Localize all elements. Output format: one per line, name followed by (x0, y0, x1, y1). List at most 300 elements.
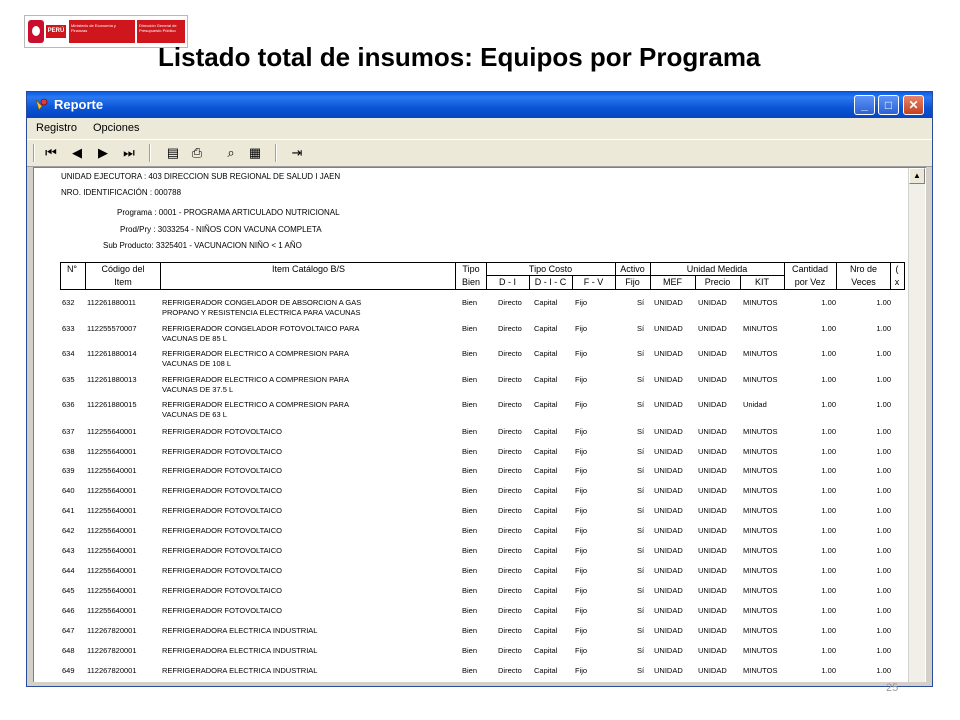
row-number: 632 (62, 298, 75, 307)
row-kit: MINUTOS (743, 526, 778, 535)
col-kit: KIT (754, 277, 769, 287)
row-description: REFRIGERADOR FOTOVOLTAICO (162, 486, 283, 495)
row-veces: 1.00 (876, 486, 891, 495)
logo-office: Dirección General de Presupuesto Público (137, 20, 185, 43)
row-mef: UNIDAD (654, 349, 683, 358)
row-fijo: Fijo (575, 447, 588, 456)
row-code: 112267820001 (87, 646, 137, 655)
row-capital: Capital (534, 400, 558, 409)
row-cantidad: 1.00 (821, 400, 836, 409)
row-number: 640 (62, 486, 75, 495)
row-tipo: Bien (462, 427, 478, 436)
row-description-line2: VACUNAS DE 85 L (162, 334, 227, 343)
row-number: 641 (62, 506, 75, 515)
row-tipo: Bien (462, 586, 478, 595)
column-divider (904, 262, 905, 290)
row-capital: Capital (534, 666, 558, 675)
row-tipo: Bien (462, 466, 478, 475)
row-number: 633 (62, 324, 75, 333)
row-precio: UNIDAD (698, 324, 727, 333)
maximize-icon: □ (884, 98, 893, 112)
row-cantidad: 1.00 (821, 486, 836, 495)
row-description: REFRIGERADORA ELECTRICA INDUSTRIAL (162, 626, 318, 635)
row-mef: UNIDAD (654, 447, 683, 456)
row-mef: UNIDAD (654, 486, 683, 495)
row-capital: Capital (534, 586, 558, 595)
row-mef: UNIDAD (654, 466, 683, 475)
row-capital: Capital (534, 526, 558, 535)
row-kit: MINUTOS (743, 375, 778, 384)
table-top-border (60, 262, 905, 263)
row-tipo: Bien (462, 666, 478, 675)
row-tipo: Bien (462, 447, 478, 456)
row-mef: UNIDAD (654, 298, 683, 307)
row-cantidad: 1.00 (821, 375, 836, 384)
row-activo: Sí (637, 646, 645, 655)
row-capital: Capital (534, 626, 558, 635)
row-number: 643 (62, 546, 75, 555)
row-fijo: Fijo (575, 586, 588, 595)
row-code: 112255640001 (87, 466, 137, 475)
row-directo: Directo (498, 506, 522, 515)
row-kit: MINUTOS (743, 606, 778, 615)
logo-ministry: Ministerio de Economía y Finanzas (69, 20, 135, 43)
next-page-icon[interactable]: ▶ (98, 145, 108, 160)
row-activo: Sí (637, 586, 645, 595)
row-cantidad: 1.00 (821, 466, 836, 475)
row-mef: UNIDAD (654, 566, 683, 575)
report-viewport (33, 167, 926, 682)
row-veces: 1.00 (876, 666, 891, 675)
row-activo: Sí (637, 626, 645, 635)
row-veces: 1.00 (876, 566, 891, 575)
row-precio: UNIDAD (698, 400, 727, 409)
row-precio: UNIDAD (698, 466, 727, 475)
row-tipo: Bien (462, 400, 478, 409)
last-page-icon[interactable]: ⏭ (123, 145, 135, 160)
row-fijo: Fijo (575, 546, 588, 555)
row-precio: UNIDAD (698, 666, 727, 675)
toolbar-separator (149, 144, 151, 162)
row-mef: UNIDAD (654, 506, 683, 515)
row-activo: Sí (637, 606, 645, 615)
row-activo: Sí (637, 486, 645, 495)
row-description-line2: PROPANO Y RESISTENCIA ELECTRICA PARA VACUNAS (162, 308, 361, 317)
row-code: 112267820001 (87, 626, 137, 635)
col-item: Item Catálogo B/S (271, 264, 346, 274)
row-precio: UNIDAD (698, 506, 727, 515)
row-description: REFRIGERADOR FOTOVOLTAICO (162, 447, 283, 456)
report-window (26, 91, 933, 687)
nro-identificacion: NRO. IDENTIFICACIÓN : 000788 (61, 188, 182, 197)
col-codigo-1: Código del (101, 264, 145, 274)
prod-pry: Prod/Pry : 3033254 - NIÑOS CON VACUNA COMPLETA (120, 225, 322, 234)
row-kit: MINUTOS (743, 486, 778, 495)
row-kit: MINUTOS (743, 298, 778, 307)
row-number: 637 (62, 427, 75, 436)
row-cantidad: 1.00 (821, 566, 836, 575)
excel-icon[interactable]: ▦ (248, 145, 262, 160)
col-di: D - I (499, 277, 516, 287)
row-fijo: Fijo (575, 486, 588, 495)
zoom-icon[interactable]: ⌕ (227, 145, 235, 160)
col-tipo-costo: Tipo Costo (528, 264, 573, 274)
row-mef: UNIDAD (654, 526, 683, 535)
row-cantidad: 1.00 (821, 349, 836, 358)
first-page-icon[interactable]: ⏮ (45, 145, 57, 160)
close-icon: ✕ (908, 98, 919, 112)
row-directo: Directo (498, 349, 522, 358)
row-description: REFRIGERADOR FOTOVOLTAICO (162, 427, 283, 436)
menu-registro[interactable]: Registro (36, 122, 77, 134)
row-veces: 1.00 (876, 546, 891, 555)
col-extra-2: x (894, 277, 900, 287)
coat-of-arms-icon (28, 20, 44, 43)
row-number: 647 (62, 626, 75, 635)
row-fijo: Fijo (575, 506, 588, 515)
row-activo: Sí (637, 506, 645, 515)
row-kit: MINUTOS (743, 466, 778, 475)
row-activo: Sí (637, 427, 645, 436)
row-activo: Sí (637, 375, 645, 384)
row-mef: UNIDAD (654, 375, 683, 384)
row-precio: UNIDAD (698, 298, 727, 307)
col-mef: MEF (663, 277, 682, 287)
row-capital: Capital (534, 486, 558, 495)
row-number: 634 (62, 349, 75, 358)
row-mef: UNIDAD (654, 606, 683, 615)
sub-producto: Sub Producto: 3325401 - VACUNACION NIÑO < 1 AÑO (103, 241, 302, 250)
minimize-icon: _ (861, 98, 868, 112)
row-description: REFRIGERADOR FOTOVOLTAICO (162, 506, 283, 515)
row-cantidad: 1.00 (821, 606, 836, 615)
row-description: REFRIGERADOR ELECTRICO A COMPRESION PARA (162, 400, 349, 409)
row-activo: Sí (637, 526, 645, 535)
row-capital: Capital (534, 427, 558, 436)
row-fijo: Fijo (575, 375, 588, 384)
row-activo: Sí (637, 298, 645, 307)
row-kit: MINUTOS (743, 586, 778, 595)
row-directo: Directo (498, 606, 522, 615)
row-cantidad: 1.00 (821, 427, 836, 436)
window-titlebar[interactable] (27, 92, 932, 118)
row-capital: Capital (534, 466, 558, 475)
row-activo: Sí (637, 666, 645, 675)
row-veces: 1.00 (876, 626, 891, 635)
row-kit: MINUTOS (743, 349, 778, 358)
row-number: 649 (62, 666, 75, 675)
row-precio: UNIDAD (698, 526, 727, 535)
row-code: 112261880014 (87, 349, 137, 358)
col-veces-2: Veces (851, 277, 876, 287)
row-description: REFRIGERADOR CONGELADOR DE ABSORCION A GAS (162, 298, 362, 307)
col-veces-1: Nro de (849, 264, 877, 274)
toolbar (27, 139, 932, 167)
row-veces: 1.00 (876, 646, 891, 655)
row-cantidad: 1.00 (821, 447, 836, 456)
row-directo: Directo (498, 666, 522, 675)
row-code: 112255640001 (87, 486, 137, 495)
row-mef: UNIDAD (654, 427, 683, 436)
col-n: N° (66, 264, 78, 274)
row-tipo: Bien (462, 298, 478, 307)
row-kit: MINUTOS (743, 626, 778, 635)
vertical-scrollbar[interactable] (908, 168, 925, 682)
row-tipo: Bien (462, 546, 478, 555)
row-activo: Sí (637, 400, 645, 409)
row-precio: UNIDAD (698, 447, 727, 456)
row-fijo: Fijo (575, 400, 588, 409)
row-code: 112261880011 (87, 298, 136, 307)
row-cantidad: 1.00 (821, 324, 836, 333)
col-codigo-2: Item (114, 277, 132, 287)
row-cantidad: 1.00 (821, 506, 836, 515)
row-kit: MINUTOS (743, 646, 778, 655)
row-activo: Sí (637, 447, 645, 456)
minimize-button[interactable] (854, 95, 875, 115)
row-capital: Capital (534, 375, 558, 384)
row-description-line2: VACUNAS DE 108 L (162, 359, 232, 368)
app-icon (33, 97, 49, 113)
row-description-line2: VACUNAS DE 37.5 L (162, 385, 234, 394)
row-description: REFRIGERADORA ELECTRICA INDUSTRIAL (162, 666, 318, 675)
row-activo: Sí (637, 466, 645, 475)
row-code: 112261880015 (87, 400, 137, 409)
col-extra-1: ( (895, 264, 899, 274)
row-capital: Capital (534, 566, 558, 575)
row-tipo: Bien (462, 506, 478, 515)
row-capital: Capital (534, 447, 558, 456)
exit-icon[interactable]: ⇥ (291, 145, 303, 160)
menu-bar (27, 118, 932, 139)
row-activo: Sí (637, 324, 645, 333)
col-tipo-1: Tipo (462, 264, 480, 274)
row-veces: 1.00 (876, 506, 891, 515)
row-tipo: Bien (462, 375, 478, 384)
row-tipo: Bien (462, 606, 478, 615)
row-number: 646 (62, 606, 75, 615)
toolbar-separator (275, 144, 277, 162)
row-mef: UNIDAD (654, 626, 683, 635)
page-number: 25 (886, 682, 899, 694)
row-capital: Capital (534, 324, 558, 333)
row-fijo: Fijo (575, 324, 588, 333)
row-capital: Capital (534, 606, 558, 615)
row-veces: 1.00 (876, 400, 891, 409)
col-tipo-2: Bien (461, 277, 480, 287)
row-precio: UNIDAD (698, 646, 727, 655)
row-directo: Directo (498, 447, 522, 456)
row-description: REFRIGERADOR ELECTRICO A COMPRESION PARA (162, 375, 349, 384)
row-tipo: Bien (462, 349, 478, 358)
row-directo: Directo (498, 324, 522, 333)
row-code: 112255640001 (87, 427, 137, 436)
row-directo: Directo (498, 626, 522, 635)
row-directo: Directo (498, 466, 522, 475)
row-description: REFRIGERADOR FOTOVOLTAICO (162, 586, 283, 595)
row-fijo: Fijo (575, 566, 588, 575)
row-directo: Directo (498, 298, 522, 307)
row-activo: Sí (637, 546, 645, 555)
row-code: 112261880013 (87, 375, 137, 384)
row-code: 112255640001 (87, 566, 137, 575)
row-number: 642 (62, 526, 75, 535)
row-description: REFRIGERADOR FOTOVOLTAICO (162, 546, 283, 555)
row-kit: MINUTOS (743, 447, 778, 456)
row-fijo: Fijo (575, 526, 588, 535)
row-veces: 1.00 (876, 324, 891, 333)
row-number: 648 (62, 646, 75, 655)
row-directo: Directo (498, 486, 522, 495)
row-directo: Directo (498, 546, 522, 555)
row-directo: Directo (498, 586, 522, 595)
row-fijo: Fijo (575, 349, 588, 358)
row-capital: Capital (534, 298, 558, 307)
row-capital: Capital (534, 349, 558, 358)
row-directo: Directo (498, 427, 522, 436)
row-tipo: Bien (462, 324, 478, 333)
row-description: REFRIGERADOR FOTOVOLTAICO (162, 526, 283, 535)
menu-opciones[interactable]: Opciones (93, 122, 140, 134)
row-precio: UNIDAD (698, 375, 727, 384)
row-code: 112255570007 (87, 324, 137, 333)
row-fijo: Fijo (575, 626, 588, 635)
row-number: 638 (62, 447, 75, 456)
col-activo-2: Fijo (625, 277, 640, 287)
row-kit: MINUTOS (743, 427, 778, 436)
row-veces: 1.00 (876, 586, 891, 595)
row-cantidad: 1.00 (821, 546, 836, 555)
row-fijo: Fijo (575, 466, 588, 475)
row-mef: UNIDAD (654, 666, 683, 675)
row-precio: UNIDAD (698, 626, 727, 635)
row-capital: Capital (534, 506, 558, 515)
row-veces: 1.00 (876, 349, 891, 358)
row-kit: MINUTOS (743, 666, 778, 675)
row-fijo: Fijo (575, 646, 588, 655)
row-mef: UNIDAD (654, 546, 683, 555)
row-precio: UNIDAD (698, 427, 727, 436)
row-mef: UNIDAD (654, 586, 683, 595)
row-veces: 1.00 (876, 466, 891, 475)
row-veces: 1.00 (876, 375, 891, 384)
row-code: 112255640001 (87, 606, 137, 615)
row-cantidad: 1.00 (821, 646, 836, 655)
previous-page-icon[interactable]: ◀ (72, 145, 82, 160)
report-page (34, 168, 908, 682)
row-mef: UNIDAD (654, 324, 683, 333)
row-number: 645 (62, 586, 75, 595)
row-directo: Directo (498, 646, 522, 655)
row-cantidad: 1.00 (821, 666, 836, 675)
col-cantidad-2: por Vez (794, 277, 826, 287)
programa: Programa : 0001 - PROGRAMA ARTICULADO NUTRICIONAL (117, 208, 340, 217)
row-number: 644 (62, 566, 75, 575)
row-code: 112255640001 (87, 506, 137, 515)
row-precio: UNIDAD (698, 586, 727, 595)
row-code: 112255640001 (87, 447, 137, 456)
row-tipo: Bien (462, 526, 478, 535)
row-cantidad: 1.00 (821, 526, 836, 535)
col-dic: D - I - C (534, 277, 567, 287)
row-code: 112255640001 (87, 526, 137, 535)
row-description: REFRIGERADOR FOTOVOLTAICO (162, 466, 283, 475)
col-cantidad-1: Cantidad (791, 264, 829, 274)
row-description-line2: VACUNAS DE 63 L (162, 410, 227, 419)
export-icon[interactable]: ▤ (166, 145, 180, 160)
maximize-button[interactable] (878, 95, 899, 115)
row-kit: MINUTOS (743, 506, 778, 515)
row-mef: UNIDAD (654, 400, 683, 409)
row-fijo: Fijo (575, 298, 588, 307)
row-precio: UNIDAD (698, 486, 727, 495)
row-veces: 1.00 (876, 447, 891, 456)
row-veces: 1.00 (876, 427, 891, 436)
row-veces: 1.00 (876, 526, 891, 535)
toolbar-grip (33, 144, 35, 162)
row-number: 636 (62, 400, 75, 409)
row-tipo: Bien (462, 626, 478, 635)
row-activo: Sí (637, 349, 645, 358)
unidad-ejecutora: UNIDAD EJECUTORA : 403 DIRECCION SUB REGIONAL DE SALUD I JAEN (61, 172, 341, 181)
row-directo: Directo (498, 526, 522, 535)
row-kit: Unidad (743, 400, 767, 409)
header-bottom-border (60, 289, 905, 290)
row-capital: Capital (534, 546, 558, 555)
row-description: REFRIGERADOR CONGELADOR FOTOVOLTAICO PARA (162, 324, 360, 333)
row-mef: UNIDAD (654, 646, 683, 655)
row-fijo: Fijo (575, 606, 588, 615)
row-directo: Directo (498, 566, 522, 575)
col-unidad-medida: Unidad Medida (686, 264, 748, 274)
slide-title: Listado total de insumos: Equipos por Programa (158, 42, 761, 72)
close-button[interactable] (903, 95, 924, 115)
row-description: REFRIGERADOR FOTOVOLTAICO (162, 566, 283, 575)
row-number: 639 (62, 466, 75, 475)
row-precio: UNIDAD (698, 349, 727, 358)
col-precio: Precio (704, 277, 731, 287)
row-precio: UNIDAD (698, 566, 727, 575)
row-number: 635 (62, 375, 75, 384)
row-veces: 1.00 (876, 298, 891, 307)
col-activo-1: Activo (620, 264, 645, 274)
row-fijo: Fijo (575, 666, 588, 675)
row-kit: MINUTOS (743, 324, 778, 333)
row-capital: Capital (534, 646, 558, 655)
row-cantidad: 1.00 (821, 586, 836, 595)
row-description: REFRIGERADOR ELECTRICO A COMPRESION PARA (162, 349, 349, 358)
row-cantidad: 1.00 (821, 298, 836, 307)
row-kit: MINUTOS (743, 546, 778, 555)
row-directo: Directo (498, 375, 522, 384)
row-code: 112255640001 (87, 546, 137, 555)
row-precio: UNIDAD (698, 546, 727, 555)
row-activo: Sí (637, 566, 645, 575)
logo-country: PERÚ (46, 25, 66, 38)
row-code: 112267820001 (87, 666, 137, 675)
row-code: 112255640001 (87, 586, 137, 595)
row-fijo: Fijo (575, 427, 588, 436)
row-tipo: Bien (462, 646, 478, 655)
print-icon[interactable]: ⎙ (191, 145, 203, 160)
row-veces: 1.00 (876, 606, 891, 615)
row-tipo: Bien (462, 486, 478, 495)
row-tipo: Bien (462, 566, 478, 575)
row-directo: Directo (498, 400, 522, 409)
scroll-up-icon[interactable]: ▲ (909, 168, 925, 184)
row-description: REFRIGERADORA ELECTRICA INDUSTRIAL (162, 646, 318, 655)
row-description: REFRIGERADOR FOTOVOLTAICO (162, 606, 283, 615)
